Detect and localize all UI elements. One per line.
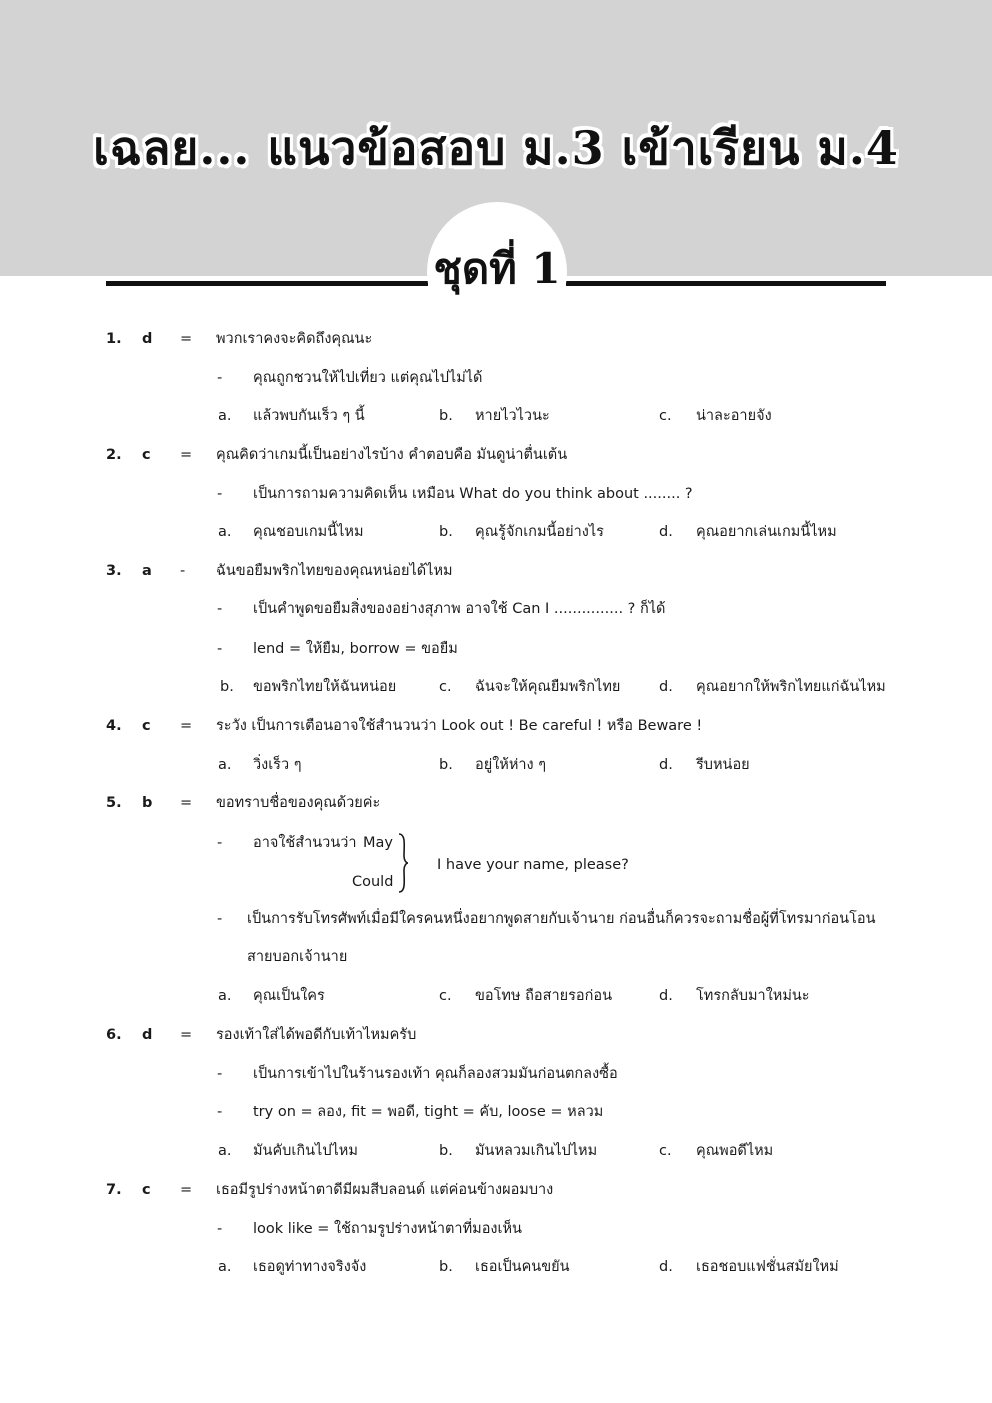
choice-text: โทรกลับมาใหม่นะ (696, 988, 810, 1004)
answer-number: 7. (106, 1182, 122, 1198)
choice-letter: a. (218, 1143, 232, 1159)
choice-text: หายไวไวนะ (475, 408, 550, 424)
choice-text: แล้วพบกันเร็ว ๆ นี้ (253, 408, 365, 424)
answer-explanation: ระวัง เป็นการเตือนอาจใช้สำนวนว่า Look out ! Be careful ! หรือ Beware ! (216, 718, 703, 734)
bullet-dash: - (217, 370, 223, 386)
answer-separator: - (180, 563, 186, 579)
answer-separator: = (180, 331, 193, 347)
choice-letter: b. (439, 524, 453, 540)
page-title: เฉลย... แนวข้อสอบ ม.3 เข้าเรียน ม.4 (93, 121, 899, 175)
answer-explanation: ฉันขอยืมพริกไทยของคุณหน่อยได้ไหม (216, 563, 453, 579)
choice-letter: c. (659, 408, 672, 424)
choice-letter: d. (659, 679, 673, 695)
note-text: look like = ใช้ถามรูปร่างหน้าตาที่มองเห็น (253, 1221, 522, 1237)
choice-text: คุณรู้จักเกมนี้อย่างไร (475, 524, 604, 540)
choice-text: เธอดูท่าทางจริงจัง (253, 1259, 367, 1275)
divider-right (566, 281, 886, 286)
bullet-dash: - (217, 1066, 223, 1082)
set-label: ชุดที่ 1 (433, 244, 561, 293)
choice-text: มันหลวมเกินไปไหม (475, 1143, 598, 1159)
answer-explanation: รองเท้าใส่ได้พอดีกับเท้าไหมครับ (216, 1027, 417, 1043)
choice-letter: b. (439, 757, 453, 773)
answer-separator: = (180, 795, 193, 811)
answer-key: d (142, 331, 153, 347)
choice-letter: d. (659, 1259, 673, 1275)
answer-key: b (142, 795, 153, 811)
answer-key: c (142, 1182, 151, 1198)
answer-number: 6. (106, 1027, 122, 1043)
answer-number: 2. (106, 447, 122, 463)
note-text: เป็นคำพูดขอยืมสิ่งของอย่างสุภาพ อาจใช้ Can I ............... ? ก็ได้ (253, 601, 666, 617)
choice-text: คุณเป็นใคร (253, 988, 325, 1004)
choice-text: คุณพอดีไหม (696, 1143, 774, 1159)
choice-text: คุณอยากเล่นเกมนี้ไหม (696, 524, 837, 540)
bullet-dash: - (217, 1221, 223, 1237)
answer-explanation: คุณคิดว่าเกมนี้เป็นอย่างไรบ้าง คำตอบคือ มันดูน่าตื่นเต้น (216, 447, 568, 463)
answer-explanation: พวกเราคงจะคิดถึงคุณนะ (216, 331, 373, 347)
choice-letter: a. (218, 757, 232, 773)
answer-key: c (142, 447, 151, 463)
answer-key: a (142, 563, 152, 579)
answer-number: 3. (106, 563, 122, 579)
note-text: lend = ให้ยืม, borrow = ขอยืม (253, 641, 458, 657)
answer-separator: = (180, 447, 193, 463)
choice-letter: c. (439, 988, 452, 1004)
answer-explanation: ขอทราบชื่อของคุณด้วยค่ะ (216, 795, 381, 811)
choice-letter: b. (439, 408, 453, 424)
answer-number: 5. (106, 795, 122, 811)
choice-text: ฉันจะให้คุณยืมพริกไทย (475, 679, 621, 695)
choice-letter: a. (218, 408, 232, 424)
curly-brace-icon (396, 832, 410, 894)
idiom-option: Could (352, 874, 394, 890)
choice-letter: c. (659, 1143, 672, 1159)
note-text: เป็นการเข้าไปในร้านรองเท้า คุณก็ลองสวมมันก่อนตกลงซื้อ (253, 1066, 618, 1082)
choice-letter: b. (439, 1143, 453, 1159)
choice-text: ขอพริกไทยให้ฉันหน่อย (253, 679, 397, 695)
choice-letter: d. (659, 524, 673, 540)
note-text: try on = ลอง, fit = พอดี, tight = คับ, loose = หลวม (253, 1104, 604, 1120)
answer-separator: = (180, 718, 193, 734)
choice-letter: a. (218, 1259, 232, 1275)
idiom-option: May (363, 835, 393, 851)
idiom-phrase: I have your name, please? (437, 857, 629, 873)
bullet-dash: - (217, 1104, 223, 1120)
choice-text: คุณชอบเกมนี้ไหม (253, 524, 364, 540)
bullet-dash: - (217, 911, 223, 927)
choice-letter: c. (439, 679, 452, 695)
bullet-dash: - (217, 641, 223, 657)
choice-text: มันคับเกินไปไหม (253, 1143, 358, 1159)
choice-text: วิ่งเร็ว ๆ (253, 757, 302, 773)
divider-left (106, 281, 428, 286)
choice-text: รีบหน่อย (696, 757, 750, 773)
choice-text: เธอเป็นคนขยัน (475, 1259, 570, 1275)
choice-letter: b. (220, 679, 234, 695)
bullet-dash: - (217, 601, 223, 617)
answer-number: 4. (106, 718, 122, 734)
choice-letter: d. (659, 988, 673, 1004)
answer-key: c (142, 718, 151, 734)
choice-text: คุณอยากให้พริกไทยแก่ฉันไหม (696, 679, 886, 695)
note-text: เป็นการรับโทรศัพท์เมื่อมีใครคนหนึ่งอยากพูดสายกับเจ้านาย ก่อนอื่นก็ควรจะถามชื่อผู้ที่โทรมาก่อนโอน (247, 911, 876, 927)
idiom-intro: อาจใช้สำนวนว่า (253, 835, 357, 851)
note-text: สายบอกเจ้านาย (247, 949, 348, 965)
choice-letter: b. (439, 1259, 453, 1275)
choice-letter: a. (218, 988, 232, 1004)
bullet-dash: - (217, 835, 223, 851)
answer-number: 1. (106, 331, 122, 347)
answer-separator: = (180, 1182, 193, 1198)
answer-key: d (142, 1027, 153, 1043)
bullet-dash: - (217, 486, 223, 502)
note-text: เป็นการถามความคิดเห็น เหมือน What do you think about ........ ? (253, 486, 693, 502)
note-text: คุณถูกชวนให้ไปเที่ยว แต่คุณไปไม่ได้ (253, 370, 483, 386)
answer-explanation: เธอมีรูปร่างหน้าตาดีมีผมสีบลอนด์ แต่ค่อนข้างผอมบาง (216, 1182, 554, 1198)
choice-text: อยู่ให้ห่าง ๆ (475, 757, 547, 773)
choice-text: ขอโทษ ถือสายรอก่อน (475, 988, 613, 1004)
choice-text: เธอชอบแฟชั่นสมัยใหม่ (696, 1259, 839, 1275)
answer-separator: = (180, 1027, 193, 1043)
choice-letter: d. (659, 757, 673, 773)
choice-text: น่าละอายจัง (696, 408, 772, 424)
choice-letter: a. (218, 524, 232, 540)
